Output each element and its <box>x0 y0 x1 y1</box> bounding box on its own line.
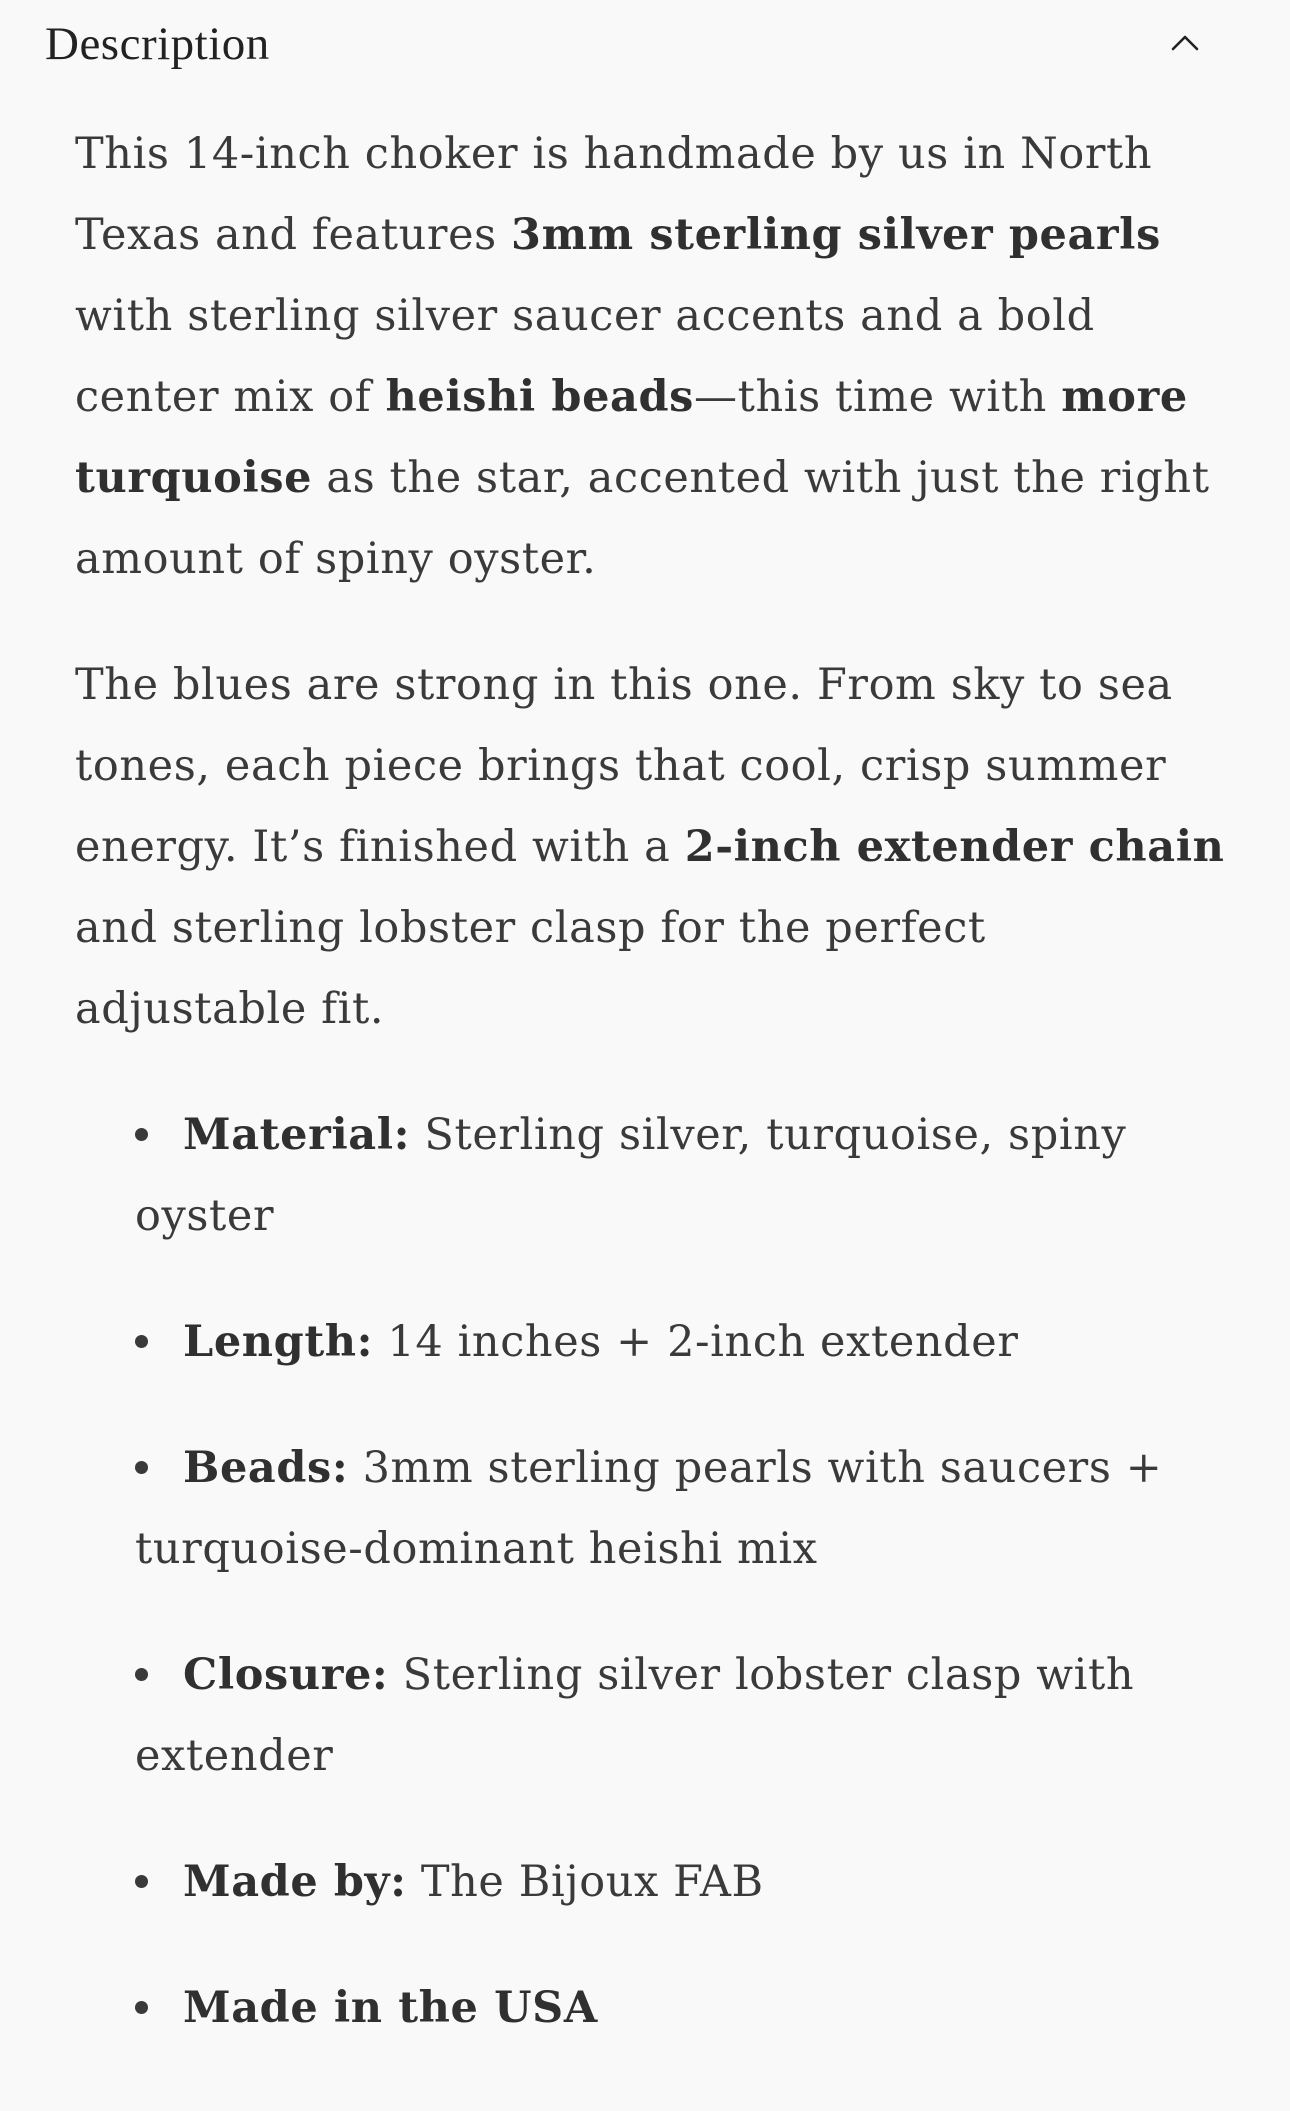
bullet-icon <box>135 1461 148 1474</box>
bullet-icon <box>135 1128 148 1141</box>
highlight-extender: 2-inch extender chain <box>684 822 1225 872</box>
spec-item-closure: Closure: Sterling silver lobster clasp with extender <box>135 1650 1135 1781</box>
spec-item-length: Length: 14 inches + 2-inch extender <box>75 1302 1225 1383</box>
description-content <box>75 114 1225 2094</box>
spec-item-beads: Beads: 3mm sterling pearls with saucers + turquoise-dominant heishi mix <box>135 1443 1163 1574</box>
description-paragraph-1: This 14-inch choker is handmade by us in North Texas and features 3mm sterling silver pearls with sterling silver saucer accents and a bold center mix of heishi beads—this time with more turquoise as the star, accented with just the right amount of spiny oyster. <box>75 129 1210 584</box>
accordion-title: Description <box>45 18 270 70</box>
bullet-icon <box>135 1335 148 1348</box>
spec-list <box>75 1095 1225 2049</box>
highlight-pearls: 3mm sterling silver pearls <box>511 210 1161 260</box>
bullet-icon <box>135 1668 148 1681</box>
spec-item-made-by: Made by: The Bijoux FAB <box>75 1842 1225 1923</box>
description-paragraph-2: The blues are strong in this one. From sky to sea tones, each piece brings that cool, crisp summer energy. It’s finished with a 2-inch extender chain and sterling lobster clasp for the perfect adjustable fit. <box>75 660 1225 1034</box>
bullet-icon <box>135 1875 148 1888</box>
chevron-up-icon[interactable] <box>1166 24 1204 62</box>
spec-item-material: Material: Sterling silver, turquoise, spiny oyster <box>135 1110 1127 1241</box>
description-accordion-header[interactable] <box>0 0 1290 90</box>
highlight-turquoise: more turquoise <box>75 372 1188 503</box>
bullet-icon <box>135 2001 148 2014</box>
highlight-heishi: heishi beads <box>385 372 694 422</box>
spec-item-made-in-usa: Made in the USA <box>75 1968 1225 2049</box>
